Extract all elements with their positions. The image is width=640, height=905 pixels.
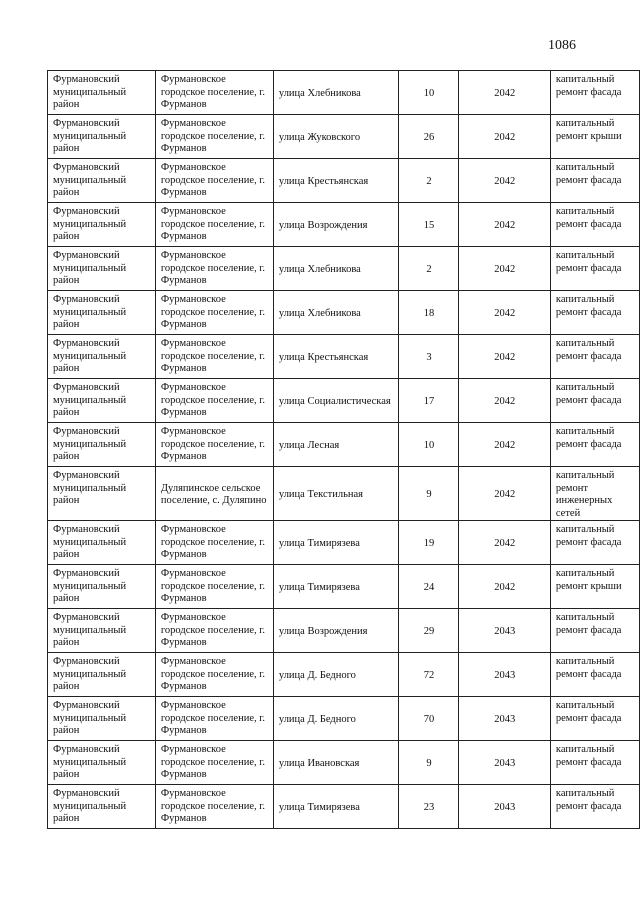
year-cell: 2042 (458, 467, 550, 521)
district-cell: Фурмановский муниципальный район (48, 291, 156, 335)
year-cell: 2042 (458, 291, 550, 335)
house-number-cell: 72 (399, 653, 458, 697)
house-number-cell: 10 (399, 423, 458, 467)
year-cell: 2043 (458, 741, 550, 785)
street-cell: улица Д. Бедного (273, 653, 399, 697)
table-row (48, 71, 640, 115)
street-cell: улица Лесная (273, 423, 399, 467)
table-row (48, 115, 640, 159)
table-row (48, 467, 640, 521)
year-cell: 2043 (458, 653, 550, 697)
street-cell: улица Д. Бедного (273, 697, 399, 741)
year-cell: 2042 (458, 159, 550, 203)
work-type-cell: капитальный ремонт фасада (550, 741, 639, 785)
table-row (48, 335, 640, 379)
district-cell: Фурмановский муниципальный район (48, 335, 156, 379)
district-cell: Фурмановский муниципальный район (48, 423, 156, 467)
district-cell: Фурмановский муниципальный район (48, 741, 156, 785)
house-number-cell: 24 (399, 565, 458, 609)
work-type-cell: капитальный ремонт фасада (550, 291, 639, 335)
street-cell: улица Хлебникова (273, 247, 399, 291)
house-number-cell: 2 (399, 247, 458, 291)
work-type-cell: капитальный ремонт фасада (550, 609, 639, 653)
settlement-cell: Фурмановское городское поселение, г. Фурманов (155, 521, 273, 565)
district-cell: Фурмановский муниципальный район (48, 609, 156, 653)
house-number-cell: 18 (399, 291, 458, 335)
street-cell: улица Тимирязева (273, 565, 399, 609)
year-cell: 2042 (458, 335, 550, 379)
year-cell: 2042 (458, 71, 550, 115)
district-cell: Фурмановский муниципальный район (48, 115, 156, 159)
house-number-cell: 29 (399, 609, 458, 653)
street-cell: улица Тимирязева (273, 521, 399, 565)
work-type-cell: капитальный ремонт фасада (550, 159, 639, 203)
year-cell: 2043 (458, 785, 550, 829)
settlement-cell: Фурмановское городское поселение, г. Фурманов (155, 203, 273, 247)
district-cell: Фурмановский муниципальный район (48, 697, 156, 741)
house-number-cell: 17 (399, 379, 458, 423)
work-type-cell: капитальный ремонт фасада (550, 785, 639, 829)
settlement-cell: Фурмановское городское поселение, г. Фурманов (155, 71, 273, 115)
settlement-cell: Фурмановское городское поселение, г. Фурманов (155, 159, 273, 203)
work-type-cell: капитальный ремонт фасада (550, 335, 639, 379)
table-row (48, 741, 640, 785)
year-cell: 2042 (458, 565, 550, 609)
work-type-cell: капитальный ремонт инженерных сетей (550, 467, 639, 521)
table-row (48, 247, 640, 291)
table-row (48, 423, 640, 467)
settlement-cell: Фурмановское городское поселение, г. Фурманов (155, 741, 273, 785)
settlement-cell: Фурмановское городское поселение, г. Фурманов (155, 335, 273, 379)
table-row (48, 521, 640, 565)
repair-schedule-table (47, 70, 640, 829)
settlement-cell: Фурмановское городское поселение, г. Фурманов (155, 565, 273, 609)
work-type-cell: капитальный ремонт крыши (550, 565, 639, 609)
table-row (48, 159, 640, 203)
settlement-cell: Фурмановское городское поселение, г. Фурманов (155, 379, 273, 423)
year-cell: 2042 (458, 203, 550, 247)
page-number: 1086 (548, 38, 576, 53)
table-row (48, 379, 640, 423)
street-cell: улица Крестьянская (273, 159, 399, 203)
street-cell: улица Возрождения (273, 203, 399, 247)
table-row (48, 785, 640, 829)
year-cell: 2043 (458, 697, 550, 741)
settlement-cell: Фурмановское городское поселение, г. Фурманов (155, 247, 273, 291)
house-number-cell: 15 (399, 203, 458, 247)
work-type-cell: капитальный ремонт фасада (550, 71, 639, 115)
district-cell: Фурмановский муниципальный район (48, 467, 156, 521)
district-cell: Фурмановский муниципальный район (48, 379, 156, 423)
house-number-cell: 70 (399, 697, 458, 741)
district-cell: Фурмановский муниципальный район (48, 71, 156, 115)
year-cell: 2042 (458, 247, 550, 291)
year-cell: 2042 (458, 521, 550, 565)
house-number-cell: 9 (399, 467, 458, 521)
street-cell: улица Социалистическая (273, 379, 399, 423)
settlement-cell: Дуляпинское сельское поселение, с. Дуляпино (155, 467, 273, 521)
house-number-cell: 26 (399, 115, 458, 159)
house-number-cell: 10 (399, 71, 458, 115)
work-type-cell: капитальный ремонт фасада (550, 423, 639, 467)
district-cell: Фурмановский муниципальный район (48, 247, 156, 291)
table-row (48, 203, 640, 247)
settlement-cell: Фурмановское городское поселение, г. Фурманов (155, 609, 273, 653)
street-cell: улица Тимирязева (273, 785, 399, 829)
street-cell: улица Хлебникова (273, 71, 399, 115)
district-cell: Фурмановский муниципальный район (48, 565, 156, 609)
district-cell: Фурмановский муниципальный район (48, 159, 156, 203)
work-type-cell: капитальный ремонт фасада (550, 521, 639, 565)
table-row (48, 291, 640, 335)
table-row (48, 565, 640, 609)
work-type-cell: капитальный ремонт фасада (550, 697, 639, 741)
street-cell: улица Текстильная (273, 467, 399, 521)
table-row (48, 653, 640, 697)
house-number-cell: 2 (399, 159, 458, 203)
street-cell: улица Жуковского (273, 115, 399, 159)
district-cell: Фурмановский муниципальный район (48, 653, 156, 697)
house-number-cell: 9 (399, 741, 458, 785)
year-cell: 2042 (458, 423, 550, 467)
settlement-cell: Фурмановское городское поселение, г. Фурманов (155, 423, 273, 467)
settlement-cell: Фурмановское городское поселение, г. Фурманов (155, 697, 273, 741)
house-number-cell: 19 (399, 521, 458, 565)
work-type-cell: капитальный ремонт фасада (550, 247, 639, 291)
work-type-cell: капитальный ремонт крыши (550, 115, 639, 159)
street-cell: улица Возрождения (273, 609, 399, 653)
settlement-cell: Фурмановское городское поселение, г. Фурманов (155, 115, 273, 159)
house-number-cell: 23 (399, 785, 458, 829)
year-cell: 2042 (458, 115, 550, 159)
table-row (48, 609, 640, 653)
settlement-cell: Фурмановское городское поселение, г. Фурманов (155, 785, 273, 829)
settlement-cell: Фурмановское городское поселение, г. Фурманов (155, 653, 273, 697)
house-number-cell: 3 (399, 335, 458, 379)
work-type-cell: капитальный ремонт фасада (550, 379, 639, 423)
street-cell: улица Ивановская (273, 741, 399, 785)
street-cell: улица Хлебникова (273, 291, 399, 335)
year-cell: 2042 (458, 379, 550, 423)
street-cell: улица Крестьянская (273, 335, 399, 379)
table-row (48, 697, 640, 741)
district-cell: Фурмановский муниципальный район (48, 785, 156, 829)
year-cell: 2043 (458, 609, 550, 653)
work-type-cell: капитальный ремонт фасада (550, 203, 639, 247)
district-cell: Фурмановский муниципальный район (48, 203, 156, 247)
district-cell: Фурмановский муниципальный район (48, 521, 156, 565)
settlement-cell: Фурмановское городское поселение, г. Фурманов (155, 291, 273, 335)
work-type-cell: капитальный ремонт фасада (550, 653, 639, 697)
